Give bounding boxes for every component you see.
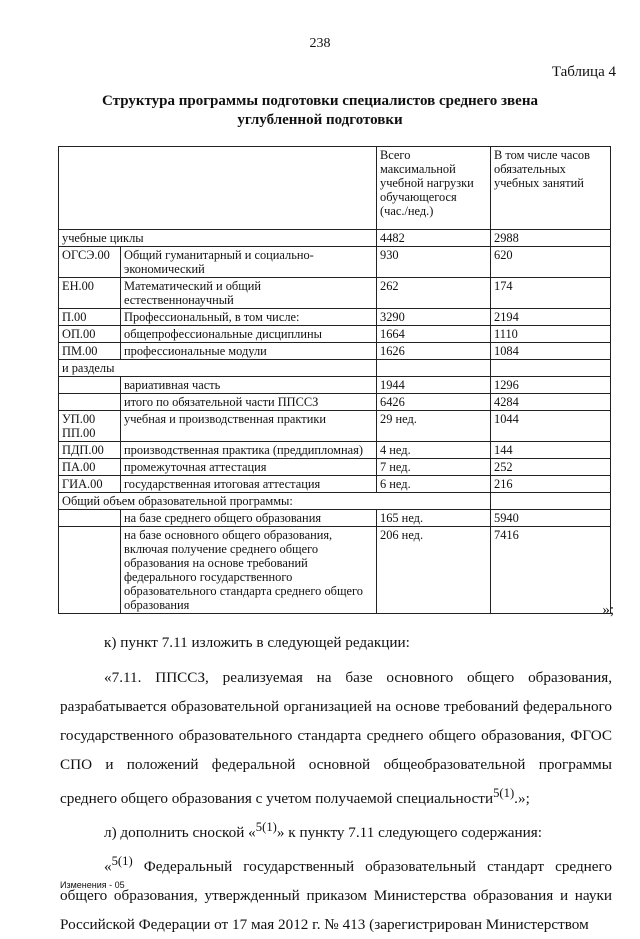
table-label: Таблица 4 (551, 64, 616, 80)
row-required-cell: 1084 (491, 343, 611, 360)
table-row (59, 527, 611, 614)
row-name-cell: на базе среднего общего образования (121, 510, 377, 527)
paragraph-l (60, 813, 612, 847)
row-total-cell: 930 (377, 247, 491, 278)
paragraph-l-end: » к пункту 7.11 следующего содержания: (276, 824, 542, 842)
table-row (59, 442, 611, 459)
row-required-cell (491, 493, 611, 510)
row-total-cell: 6 нед. (377, 476, 491, 493)
header-empty-cell (59, 147, 377, 230)
table-body (59, 230, 611, 614)
row-code-cell: П.00 (59, 309, 121, 326)
paragraph-7-11-end: .»; (514, 790, 530, 808)
page-number: 238 (309, 36, 331, 51)
closing-quote: »; (602, 602, 614, 618)
row-code-cell: ОГСЭ.00 (59, 247, 121, 278)
title-line-2: углубленной подготовки (237, 112, 403, 128)
table-row (59, 459, 611, 476)
footnote-ref: 5(1) (255, 820, 277, 835)
paragraph-7-11 (60, 663, 612, 813)
row-code-cell: ГИА.00 (59, 476, 121, 493)
row-code-cell: ПА.00 (59, 459, 121, 476)
table-row (59, 493, 611, 510)
row-code-cell: ПДП.00 (59, 442, 121, 459)
row-total-cell: 7 нед. (377, 459, 491, 476)
table-row (59, 247, 611, 278)
structure-table-container (58, 146, 610, 614)
row-code-cell (59, 527, 121, 614)
row-total-cell: 29 нед. (377, 411, 491, 442)
paragraph-l-start: л) дополнить сноской « (104, 824, 256, 842)
row-total-cell: 4482 (377, 230, 491, 247)
row-name-cell: и разделы (59, 360, 377, 377)
title-line-1: Структура программы подготовки специалистов среднего звена (102, 93, 538, 109)
row-required-cell: 252 (491, 459, 611, 476)
table-row (59, 343, 611, 360)
paragraph-7-11-text: «7.11. ППССЗ, реализуемая на базе основного общего образования, разрабатывается образовательной организацией на основе требований федерального государственного образовательного стандарта среднего общего образования, ФГОС СПО и положений федеральной основной общеобразовательной программы среднего общего образования с учетом получаемой специальности (60, 669, 612, 808)
table-row (59, 326, 611, 343)
row-required-cell: 7416 (491, 527, 611, 614)
row-total-cell: 206 нед. (377, 527, 491, 614)
row-name-cell: государственная итоговая аттестация (121, 476, 377, 493)
row-total-cell: 3290 (377, 309, 491, 326)
row-required-cell: 144 (491, 442, 611, 459)
row-code-cell (59, 394, 121, 411)
table-row (59, 411, 611, 442)
table-row (59, 476, 611, 493)
row-code-cell: ОП.00 (59, 326, 121, 343)
row-total-cell (377, 360, 491, 377)
row-total-cell: 6426 (377, 394, 491, 411)
footnote-ref: 5(1) (111, 854, 133, 869)
row-required-cell: 1296 (491, 377, 611, 394)
row-name-cell: Общий гуманитарный и социально-экономический (121, 247, 377, 278)
table-row (59, 510, 611, 527)
row-name-cell: учебные циклы (59, 230, 377, 247)
table-header-row (59, 147, 611, 230)
amendment-text (60, 628, 612, 939)
header-required-hours: В том числе часов обязательных учебных занятий (491, 147, 611, 230)
row-name-cell: Математический и общий естественнонаучный (121, 278, 377, 309)
row-name-cell: Профессиональный, в том числе: (121, 309, 377, 326)
row-total-cell: 1664 (377, 326, 491, 343)
page-title (60, 92, 580, 130)
paragraph-k: к) пункт 7.11 изложить в следующей редакции: (104, 634, 410, 651)
row-total-cell: 262 (377, 278, 491, 309)
table-row (59, 278, 611, 309)
row-name-cell: производственная практика (преддипломная) (121, 442, 377, 459)
paragraph-footnote-text: Федеральный государственный образовательный стандарт среднего общего образования, утвержденный приказом Министерства образования и науки Российской Федерации от 17 мая 2012 г. № 413 (зарегистрирован Министерством (60, 858, 612, 934)
row-required-cell: 1110 (491, 326, 611, 343)
row-name-cell: учебная и производственная практики (121, 411, 377, 442)
row-name-cell: общепрофессиональные дисциплины (121, 326, 377, 343)
row-name-cell: итого по обязательной части ППССЗ (121, 394, 377, 411)
row-required-cell: 620 (491, 247, 611, 278)
paragraph-footnote (60, 847, 612, 939)
row-required-cell: 2194 (491, 309, 611, 326)
table-row (59, 360, 611, 377)
row-required-cell: 216 (491, 476, 611, 493)
row-code-cell (59, 377, 121, 394)
row-code-cell: ЕН.00 (59, 278, 121, 309)
table-row (59, 394, 611, 411)
row-code-cell: ПМ.00 (59, 343, 121, 360)
footnote-ref: 5(1) (493, 786, 515, 800)
row-required-cell: 4284 (491, 394, 611, 411)
row-required-cell: 2988 (491, 230, 611, 247)
row-name-cell: профессиональные модули (121, 343, 377, 360)
table-row (59, 377, 611, 394)
row-required-cell: 174 (491, 278, 611, 309)
header-total-load: Всего максимальной учебной нагрузки обучающегося (час./нед.) (377, 147, 491, 230)
row-code-cell: УП.00 ПП.00 (59, 411, 121, 442)
row-total-cell: 1626 (377, 343, 491, 360)
paragraph-footnote-start: « (104, 858, 112, 876)
row-total-cell: 1944 (377, 377, 491, 394)
row-total-cell: 165 нед. (377, 510, 491, 527)
row-name-cell: Общий объем образовательной программы: (59, 493, 491, 510)
table-row (59, 230, 611, 247)
structure-table (58, 146, 611, 614)
row-required-cell: 5940 (491, 510, 611, 527)
row-required-cell: 1044 (491, 411, 611, 442)
row-required-cell (491, 360, 611, 377)
row-total-cell: 4 нед. (377, 442, 491, 459)
row-name-cell: на базе основного общего образования, включая получение среднего общего образования на основе требований федерального государственного образовательного стандарта среднего общего образования (121, 527, 377, 614)
row-name-cell: промежуточная аттестация (121, 459, 377, 476)
table-row (59, 309, 611, 326)
row-code-cell (59, 510, 121, 527)
footer-note: Изменения - 05 (60, 880, 125, 890)
row-name-cell: вариативная часть (121, 377, 377, 394)
